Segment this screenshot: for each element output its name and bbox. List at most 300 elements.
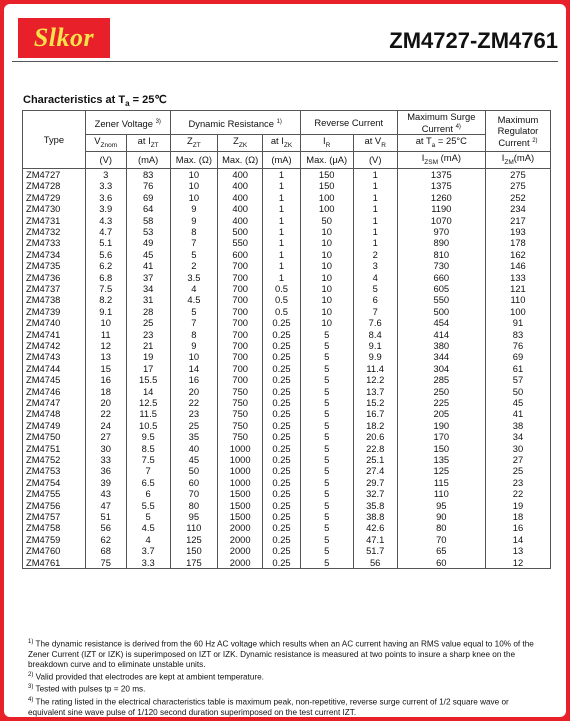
characteristics-title: Characteristics at $T_a$ = 25℃ [23,94,167,109]
value-cell: 50 [300,215,353,226]
type-cell: ZM4731 [23,215,86,226]
value-cell: 10 [300,226,353,237]
type-cell: ZM4728 [23,180,86,191]
value-cell: 21 [126,340,170,351]
value-cell: 14 [126,386,170,397]
value-cell: 83 [485,329,550,340]
unit-ir: Max. (μA) [300,152,353,169]
value-cell: 110 [170,522,217,533]
value-cell: 0.25 [263,386,300,397]
value-cell: 162 [485,249,550,260]
value-cell: 135 [397,454,485,465]
value-cell: 0.25 [263,500,300,511]
value-cell: 0.25 [263,420,300,431]
type-cell: ZM4746 [23,386,86,397]
header [4,4,566,74]
value-cell: 0.25 [263,340,300,351]
value-cell: 25 [126,317,170,328]
value-cell: 8.5 [126,443,170,454]
table-row [23,317,551,328]
value-cell: 3 [353,260,397,271]
value-cell: 700 [218,283,263,294]
value-cell: 1000 [218,443,263,454]
table-row [23,294,551,305]
value-cell: 110 [485,294,550,305]
unit-vz: (V) [85,152,126,169]
value-cell: 5 [300,351,353,362]
value-cell: 16 [485,522,550,533]
footnote-text: Tested with pulses tp = 20 ms. [35,685,146,695]
value-cell: 5 [300,545,353,556]
value-cell: 20.6 [353,431,397,442]
value-cell: 750 [218,408,263,419]
table-row [23,557,551,569]
header-ir: $I_R$ [300,135,353,152]
table-row [23,237,551,248]
table-row [23,180,551,191]
type-cell: ZM4751 [23,443,86,454]
value-cell: 60 [170,477,217,488]
value-cell: 40 [170,443,217,454]
table-row [23,363,551,374]
value-cell: 11.5 [126,408,170,419]
type-cell: ZM4737 [23,283,86,294]
type-cell: ZM4749 [23,420,86,431]
value-cell: 193 [485,226,550,237]
value-cell: 5 [300,420,353,431]
value-cell: 5 [300,477,353,488]
value-cell: 50 [170,465,217,476]
header-at-izk: at $I_{ZK}$ [263,135,300,152]
value-cell: 454 [397,317,485,328]
value-cell: 10 [85,317,126,328]
type-cell: ZM4732 [23,226,86,237]
value-cell: 18.2 [353,420,397,431]
value-cell: 5 [300,534,353,545]
value-cell: 69 [126,192,170,203]
value-cell: 1 [263,168,300,180]
value-cell: 3.9 [85,203,126,214]
value-cell: 16 [170,374,217,385]
value-cell: 2000 [218,545,263,556]
value-cell: 38.8 [353,511,397,522]
value-cell: 3 [85,168,126,180]
value-cell: 3.7 [126,545,170,556]
value-cell: 750 [218,420,263,431]
value-cell: 0.25 [263,317,300,328]
value-cell: 35.8 [353,500,397,511]
value-cell: 700 [218,340,263,351]
value-cell: 41 [485,408,550,419]
value-cell: 100 [300,203,353,214]
value-cell: 1 [263,249,300,260]
value-cell: 10 [300,260,353,271]
value-cell: 250 [397,386,485,397]
value-cell: 500 [397,306,485,317]
value-cell: 700 [218,329,263,340]
value-cell: 22 [485,488,550,499]
value-cell: 5 [300,443,353,454]
value-cell: 6.2 [85,260,126,271]
value-cell: 1070 [397,215,485,226]
header-at-izt: at $I_{ZT}$ [126,135,170,152]
value-cell: 730 [397,260,485,271]
table-row [23,283,551,294]
value-cell: 414 [397,329,485,340]
table-row [23,215,551,226]
value-cell: 23 [485,477,550,488]
value-cell: 5 [126,511,170,522]
type-cell: ZM4736 [23,272,86,283]
value-cell: 3.3 [85,180,126,191]
value-cell: 7 [170,237,217,248]
value-cell: 100 [300,192,353,203]
value-cell: 700 [218,351,263,362]
value-cell: 41 [126,260,170,271]
value-cell: 0.25 [263,408,300,419]
value-cell: 7.5 [126,454,170,465]
value-cell: 285 [397,374,485,385]
type-cell: ZM4733 [23,237,86,248]
value-cell: 91 [485,317,550,328]
value-cell: 750 [218,386,263,397]
header-zzk: $Z_{ZK}$ [218,135,263,152]
value-cell: 1 [353,203,397,214]
value-cell: 890 [397,237,485,248]
value-cell: 58 [126,215,170,226]
type-cell: ZM4742 [23,340,86,351]
value-cell: 14 [485,534,550,545]
value-cell: 9 [170,340,217,351]
value-cell: 1375 [397,168,485,180]
unit-izk: (mA) [263,152,300,169]
value-cell: 1 [353,180,397,191]
table-row [23,329,551,340]
value-cell: 5 [353,283,397,294]
value-cell: 0.25 [263,363,300,374]
header-at-vr: at $V_R$ [353,135,397,152]
type-cell: ZM4750 [23,431,86,442]
value-cell: 5 [300,374,353,385]
value-cell: 304 [397,363,485,374]
value-cell: 0.25 [263,534,300,545]
unit-vr: (V) [353,152,397,169]
header-surge-condition: at $T_a = 25^\circ C$ [397,135,485,152]
type-cell: ZM4741 [23,329,86,340]
table-row [23,431,551,442]
value-cell: 5 [300,431,353,442]
table-row [23,534,551,545]
value-cell: 23 [126,329,170,340]
footnote [28,670,548,683]
value-cell: 51.7 [353,545,397,556]
type-cell: ZM4757 [23,511,86,522]
value-cell: 217 [485,215,550,226]
value-cell: 27.4 [353,465,397,476]
value-cell: 5 [300,511,353,522]
value-cell: 4 [353,272,397,283]
value-cell: 9.9 [353,351,397,362]
value-cell: 9.1 [85,306,126,317]
value-cell: 1 [263,260,300,271]
value-cell: 7 [353,306,397,317]
value-cell: 175 [170,557,217,569]
value-cell: 1500 [218,511,263,522]
table-row [23,454,551,465]
value-cell: 1 [263,226,300,237]
table-row [23,203,551,214]
value-cell: 700 [218,272,263,283]
value-cell: 27 [485,454,550,465]
value-cell: 125 [170,534,217,545]
type-cell: ZM4754 [23,477,86,488]
value-cell: 25.1 [353,454,397,465]
value-cell: 5 [300,363,353,374]
value-cell: 12 [85,340,126,351]
value-cell: 380 [397,340,485,351]
table-row [23,260,551,271]
value-cell: 2000 [218,557,263,569]
value-cell: 0.25 [263,374,300,385]
value-cell: 1000 [218,465,263,476]
value-cell: 70 [170,488,217,499]
value-cell: 11 [85,329,126,340]
value-cell: 2000 [218,534,263,545]
value-cell: 3.6 [85,192,126,203]
value-cell: 150 [170,545,217,556]
table-row [23,443,551,454]
value-cell: 5 [300,557,353,569]
value-cell: 1 [353,237,397,248]
value-cell: 30 [485,443,550,454]
value-cell: 550 [218,237,263,248]
value-cell: 1 [263,215,300,226]
value-cell: 18 [485,511,550,522]
value-cell: 9 [170,215,217,226]
footnote-mark: 1) [28,639,34,645]
value-cell: 0.25 [263,397,300,408]
value-cell: 1 [263,203,300,214]
value-cell: 0.25 [263,488,300,499]
value-cell: 22.8 [353,443,397,454]
type-cell: ZM4761 [23,557,86,569]
value-cell: 5 [300,408,353,419]
value-cell: 12.2 [353,374,397,385]
value-cell: 18 [85,386,126,397]
value-cell: 4 [170,283,217,294]
value-cell: 13 [85,351,126,362]
header-rule [12,61,558,62]
footnote-text: Valid provided that electrodes are kept at ambient temperature. [35,672,264,682]
value-cell: 10 [170,180,217,191]
value-cell: 5 [300,329,353,340]
unit-izt: (mA) [126,152,170,169]
value-cell: 0.25 [263,454,300,465]
value-cell: 43 [85,488,126,499]
value-cell: 8 [170,329,217,340]
unit-zzk: Max. (Ω) [218,152,263,169]
table-row [23,488,551,499]
value-cell: 10 [170,168,217,180]
value-cell: 22 [85,408,126,419]
value-cell: 95 [170,511,217,522]
value-cell: 15 [85,363,126,374]
value-cell: 7.6 [353,317,397,328]
type-cell: ZM4727 [23,168,86,180]
value-cell: 0.25 [263,477,300,488]
value-cell: 3.5 [170,272,217,283]
table-row [23,340,551,351]
value-cell: 150 [300,168,353,180]
value-cell: 4.3 [85,215,126,226]
value-cell: 25 [485,465,550,476]
value-cell: 50 [485,386,550,397]
value-cell: 10 [300,294,353,305]
characteristics-table [22,110,551,569]
footnote-mark: 3) [28,684,34,691]
type-cell: ZM4740 [23,317,86,328]
value-cell: 39 [85,477,126,488]
value-cell: 68 [85,545,126,556]
table-row [23,192,551,203]
table-row [23,374,551,385]
value-cell: 8.4 [353,329,397,340]
value-cell: 344 [397,351,485,362]
value-cell: 0.25 [263,465,300,476]
value-cell: 10 [300,272,353,283]
value-cell: 12 [485,557,550,569]
value-cell: 150 [397,443,485,454]
value-cell: 700 [218,306,263,317]
value-cell: 16 [85,374,126,385]
value-cell: 76 [485,340,550,351]
value-cell: 110 [397,488,485,499]
value-cell: 2 [170,260,217,271]
value-cell: 65 [397,545,485,556]
value-cell: 0.5 [263,294,300,305]
value-cell: 5.5 [126,500,170,511]
value-cell: 133 [485,272,550,283]
value-cell: 700 [218,363,263,374]
value-cell: 100 [485,306,550,317]
value-cell: 1375 [397,180,485,191]
value-cell: 600 [218,249,263,260]
value-cell: 1 [263,192,300,203]
value-cell: 9 [170,203,217,214]
value-cell: 30 [85,443,126,454]
value-cell: 150 [300,180,353,191]
value-cell: 33 [85,454,126,465]
value-cell: 45 [485,397,550,408]
value-cell: 9.1 [353,340,397,351]
type-cell: ZM4745 [23,374,86,385]
value-cell: 75 [85,557,126,569]
type-cell: ZM4735 [23,260,86,271]
value-cell: 1190 [397,203,485,214]
value-cell: 5 [170,306,217,317]
footnote-mark: 4) [28,697,34,704]
unit-izm: $I_{ZM}(mA)$ [485,152,550,169]
value-cell: 400 [218,180,263,191]
table-row [23,522,551,533]
value-cell: 57 [485,374,550,385]
value-cell: 83 [126,168,170,180]
type-cell: ZM4758 [23,522,86,533]
value-cell: 27 [85,431,126,442]
type-cell: ZM4738 [23,294,86,305]
value-cell: 0.25 [263,557,300,569]
value-cell: 23 [170,408,217,419]
value-cell: 170 [397,431,485,442]
value-cell: 0.25 [263,329,300,340]
value-cell: 700 [218,260,263,271]
table-row [23,477,551,488]
value-cell: 80 [170,500,217,511]
value-cell: 500 [218,226,263,237]
type-cell: ZM4734 [23,249,86,260]
brand-logo: Slkor [18,18,110,58]
value-cell: 5 [300,500,353,511]
value-cell: 34 [126,283,170,294]
value-cell: 125 [397,465,485,476]
value-cell: 5 [300,397,353,408]
value-cell: 1 [353,215,397,226]
value-cell: 6 [126,488,170,499]
value-cell: 20 [85,397,126,408]
value-cell: 14 [170,363,217,374]
value-cell: 11.4 [353,363,397,374]
value-cell: 6.8 [85,272,126,283]
header-zzt: $Z_{ZT}$ [170,135,217,152]
value-cell: 146 [485,260,550,271]
value-cell: 56 [353,557,397,569]
table-row [23,408,551,419]
value-cell: 1260 [397,192,485,203]
value-cell: 1 [263,237,300,248]
value-cell: 22 [170,397,217,408]
value-cell: 0.5 [263,283,300,294]
value-cell: 49 [126,237,170,248]
value-cell: 60 [397,557,485,569]
value-cell: 4.5 [126,522,170,533]
value-cell: 1 [353,192,397,203]
header-surge-current: Maximum Surge Current $^{4)}$ [397,111,485,135]
value-cell: 0.25 [263,545,300,556]
value-cell: 20 [170,386,217,397]
value-cell: 1500 [218,500,263,511]
value-cell: 5 [300,522,353,533]
value-cell: 10 [170,351,217,362]
value-cell: 29.7 [353,477,397,488]
header-regulator-current: Maximum Regulator Current $^{2)}$ [485,111,550,152]
type-cell: ZM4748 [23,408,86,419]
value-cell: 0.25 [263,522,300,533]
value-cell: 42.6 [353,522,397,533]
value-cell: 178 [485,237,550,248]
footnote-text: The rating listed in the electrical characteristics table is maximum peak, non-repetitive, reverse surge current of 1/2 square wave or equivalent sine wave pulse of 1/120 second duration superimposed on the test current IZT. [28,697,509,717]
value-cell: 17 [126,363,170,374]
value-cell: 8.2 [85,294,126,305]
value-cell: 5 [300,340,353,351]
value-cell: 121 [485,283,550,294]
value-cell: 550 [397,294,485,305]
value-cell: 47.1 [353,534,397,545]
table-row [23,306,551,317]
value-cell: 1500 [218,488,263,499]
value-cell: 51 [85,511,126,522]
value-cell: 205 [397,408,485,419]
value-cell: 70 [397,534,485,545]
